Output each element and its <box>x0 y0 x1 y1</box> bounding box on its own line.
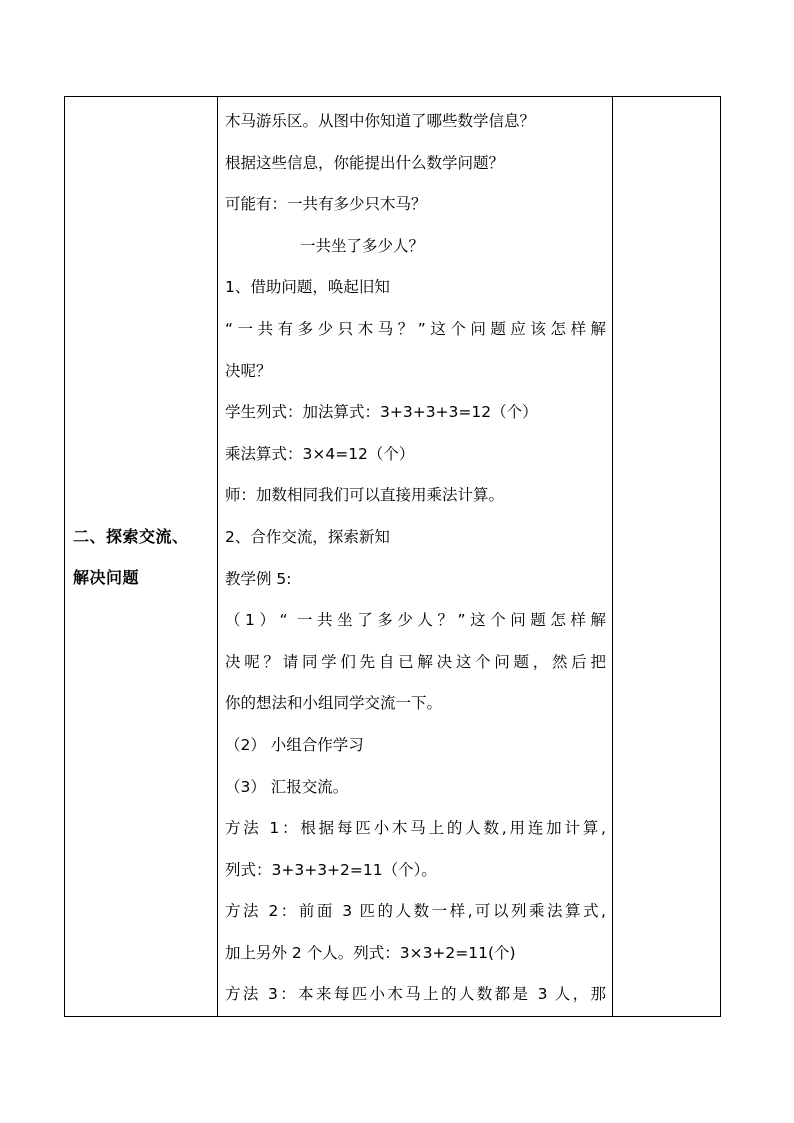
section-title-line-2: 解决问题 <box>73 567 140 587</box>
section-cell <box>65 97 218 1017</box>
content-line-12: 教学例 5: <box>225 569 292 588</box>
content-line-16: （2） 小组合作学习 <box>225 735 364 754</box>
content-line-6: “一共有多少只木马？”这个问题应该怎样解 <box>225 319 606 338</box>
content-line-20: 方法 2：前面 3 匹的人数一样,可以列乘法算式, <box>225 902 606 921</box>
table-row <box>65 97 721 1017</box>
content-line-4: 一共坐了多少人？ <box>300 236 425 255</box>
content-line-10: 师：加数相同我们可以直接用乘法计算。 <box>225 486 505 505</box>
content-line-17: （3） 汇报交流。 <box>225 777 349 796</box>
notes-cell <box>613 97 721 1017</box>
lesson-plan-table <box>64 96 721 1017</box>
content-text <box>218 97 612 1016</box>
content-cell <box>218 97 613 1017</box>
content-line-8: 学生列式：加法算式：3+3+3+3=12（个） <box>225 403 538 422</box>
content-line-22: 方法 3：本来每匹小木马上的人数都是 3 人，那 <box>225 985 606 1004</box>
content-line-3: 可能有：一共有多少只木马？ <box>225 195 427 214</box>
content-line-11: 2、合作交流，探索新知 <box>225 527 390 546</box>
content-line-15: 你的想法和小组同学交流一下。 <box>225 694 443 713</box>
content-line-19: 列式：3+3+3+2=11（个）。 <box>225 860 437 879</box>
content-line-21: 加上另外 2 个人。列式：3×3+2=11(个) <box>225 943 516 962</box>
content-line-14: 决呢？请同学们先自已解决这个问题，然后把 <box>225 652 606 671</box>
section-title-line-1: 二、探索交流、 <box>73 526 189 546</box>
content-line-18: 方法 1：根据每匹小木马上的人数,用连加计算, <box>225 819 606 838</box>
content-line-13: （1）“ 一共坐了多少人？”这个问题怎样解 <box>225 611 606 630</box>
content-line-2: 根据这些信息，你能提出什么数学问题？ <box>225 153 505 172</box>
content-line-9: 乘法算式：3×4=12（个） <box>225 444 415 463</box>
content-line-7: 决呢？ <box>225 361 272 380</box>
content-line-1: 木马游乐区。从图中你知道了哪些数学信息？ <box>225 112 536 130</box>
content-line-5: 1、借助问题，唤起旧知 <box>225 278 390 297</box>
